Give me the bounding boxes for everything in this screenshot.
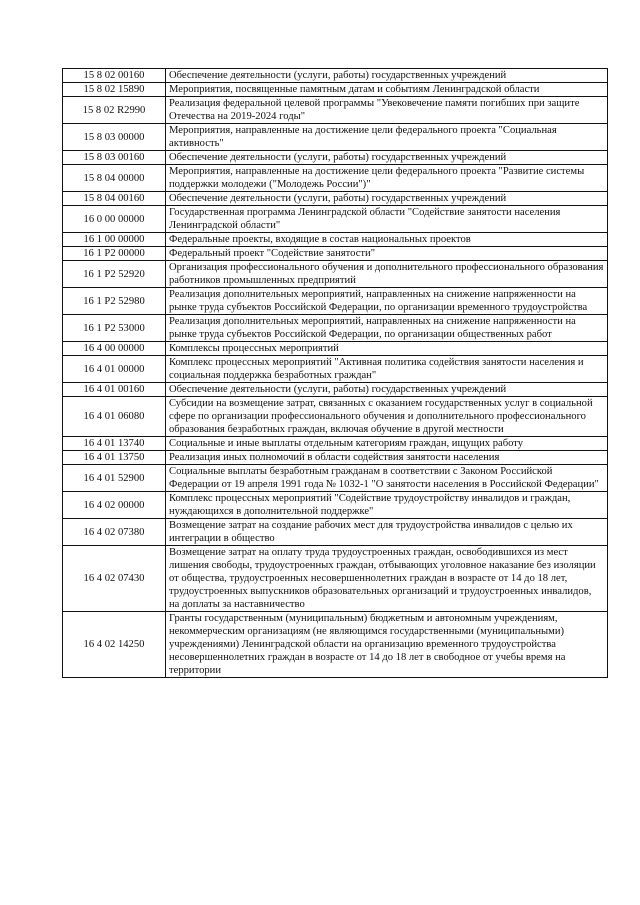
table-row [63, 192, 608, 206]
item-name-cell: Социальные и иные выплаты отдельным категориям граждан, ищущих работу [166, 437, 608, 451]
classification-code-cell: 16 0 00 00000 [63, 206, 166, 233]
classification-code-cell: 15 8 03 00000 [63, 124, 166, 151]
item-name-cell: Гранты государственным (муниципальным) бюджетным и автономным учреждениям, некоммерческим организациям (не являющимся государственными (муниципальными) учреждениями) Ленинградской области на организацию временного трудоустройства несовершеннолетних граждан в возрасте от 14 до 18 лет в свободное от учебы время на территории [166, 612, 608, 678]
table-row [63, 165, 608, 192]
item-name-cell: Обеспечение деятельности (услуги, работы) государственных учреждений [166, 192, 608, 206]
item-name-cell: Федеральные проекты, входящие в состав национальных проектов [166, 233, 608, 247]
item-name-cell: Обеспечение деятельности (услуги, работы) государственных учреждений [166, 151, 608, 165]
table-row [63, 233, 608, 247]
table-row [63, 397, 608, 437]
table-row [63, 356, 608, 383]
item-name-cell: Комплексы процессных мероприятий [166, 342, 608, 356]
item-name-cell: Мероприятия, направленные на достижение цели федерального проекта "Развитие системы поддержки молодежи ("Молодежь России")" [166, 165, 608, 192]
table-row [63, 437, 608, 451]
table-row [63, 247, 608, 261]
item-name-cell: Реализация иных полномочий в области содействия занятости населения [166, 451, 608, 465]
table-body [63, 69, 608, 678]
classification-code-cell: 16 1 Р2 52980 [63, 288, 166, 315]
table-row [63, 383, 608, 397]
classification-code-cell: 16 4 02 14250 [63, 612, 166, 678]
table-row [63, 546, 608, 612]
classification-code-cell: 16 4 02 07380 [63, 519, 166, 546]
item-name-cell: Федеральный проект "Содействие занятости" [166, 247, 608, 261]
table-row [63, 83, 608, 97]
table-row [63, 519, 608, 546]
item-name-cell: Комплекс процессных мероприятий "Содействие трудоустройству инвалидов и граждан, нуждающихся в дополнительной поддержке" [166, 492, 608, 519]
classification-code-cell: 16 4 01 00160 [63, 383, 166, 397]
classification-code-cell: 16 4 01 13740 [63, 437, 166, 451]
item-name-cell: Возмещение затрат на создание рабочих мест для трудоустройства инвалидов с целью их интеграции в общество [166, 519, 608, 546]
table-row [63, 206, 608, 233]
classification-code-cell: 16 4 01 52900 [63, 465, 166, 492]
classification-code-cell: 16 1 00 00000 [63, 233, 166, 247]
table-row [63, 492, 608, 519]
item-name-cell: Обеспечение деятельности (услуги, работы) государственных учреждений [166, 383, 608, 397]
classification-code-cell: 16 4 01 00000 [63, 356, 166, 383]
item-name-cell: Комплекс процессных мероприятий "Активная политика содействия занятости населения и социальная поддержка безработных граждан" [166, 356, 608, 383]
table-row [63, 342, 608, 356]
item-name-cell: Обеспечение деятельности (услуги, работы) государственных учреждений [166, 69, 608, 83]
classification-code-cell: 15 8 02 00160 [63, 69, 166, 83]
classification-code-cell: 16 4 02 07430 [63, 546, 166, 612]
classification-code-cell: 15 8 02 R2990 [63, 97, 166, 124]
classification-code-cell: 16 4 01 13750 [63, 451, 166, 465]
budget-classification-table [62, 68, 608, 678]
classification-code-cell: 16 4 01 06080 [63, 397, 166, 437]
item-name-cell: Социальные выплаты безработным гражданам в соответствии с Законом Российской Федерации от 19 апреля 1991 года № 1032-1 "О занятости населения в Российской Федерации" [166, 465, 608, 492]
item-name-cell: Возмещение затрат на оплату труда трудоустроенных граждан, освободившихся из мест лишения свободы, трудоустроенных граждан, отбывающих уголовное наказание без изоляции от общества, трудоустроенных несовершеннолетних граждан в возрасте от 14 до 18 лет, трудоустроенных выпускников образовательных организаций и трудоустроенных инвалидов, на доплаты за наставничество [166, 546, 608, 612]
item-name-cell: Мероприятия, направленные на достижение цели федерального проекта "Социальная активность" [166, 124, 608, 151]
table-row [63, 315, 608, 342]
table-row [63, 465, 608, 492]
classification-code-cell: 16 1 Р2 52920 [63, 261, 166, 288]
classification-code-cell: 16 1 Р2 53000 [63, 315, 166, 342]
table-row [63, 69, 608, 83]
classification-code-cell: 16 4 00 00000 [63, 342, 166, 356]
item-name-cell: Государственная программа Ленинградской области "Содействие занятости населения Ленинградской области" [166, 206, 608, 233]
table-row [63, 97, 608, 124]
classification-code-cell: 15 8 03 00160 [63, 151, 166, 165]
table-row [63, 261, 608, 288]
item-name-cell: Реализация дополнительных мероприятий, направленных на снижение напряженности на рынке труда субъектов Российской Федерации, по организации временного трудоустройства [166, 288, 608, 315]
table-row [63, 288, 608, 315]
table-row [63, 612, 608, 678]
item-name-cell: Организация профессионального обучения и дополнительного профессионального образования работников промышленных предприятий [166, 261, 608, 288]
classification-code-cell: 15 8 04 00000 [63, 165, 166, 192]
classification-code-cell: 15 8 02 15890 [63, 83, 166, 97]
item-name-cell: Реализация федеральной целевой программы "Увековечение памяти погибших при защите Отечества на 2019-2024 годы" [166, 97, 608, 124]
classification-code-cell: 16 1 Р2 00000 [63, 247, 166, 261]
table-row [63, 124, 608, 151]
classification-code-cell: 15 8 04 00160 [63, 192, 166, 206]
item-name-cell: Реализация дополнительных мероприятий, направленных на снижение напряженности на рынке труда субъектов Российской Федерации, по организации общественных работ [166, 315, 608, 342]
table-row [63, 151, 608, 165]
item-name-cell: Субсидии на возмещение затрат, связанных с оказанием государственных услуг в социальной сфере по организации профессионального обучения и дополнительного профессионального образования безработных граждан, включая обучение в другой местности [166, 397, 608, 437]
item-name-cell: Мероприятия, посвященные памятным датам и событиям Ленинградской области [166, 83, 608, 97]
classification-code-cell: 16 4 02 00000 [63, 492, 166, 519]
table-row [63, 451, 608, 465]
